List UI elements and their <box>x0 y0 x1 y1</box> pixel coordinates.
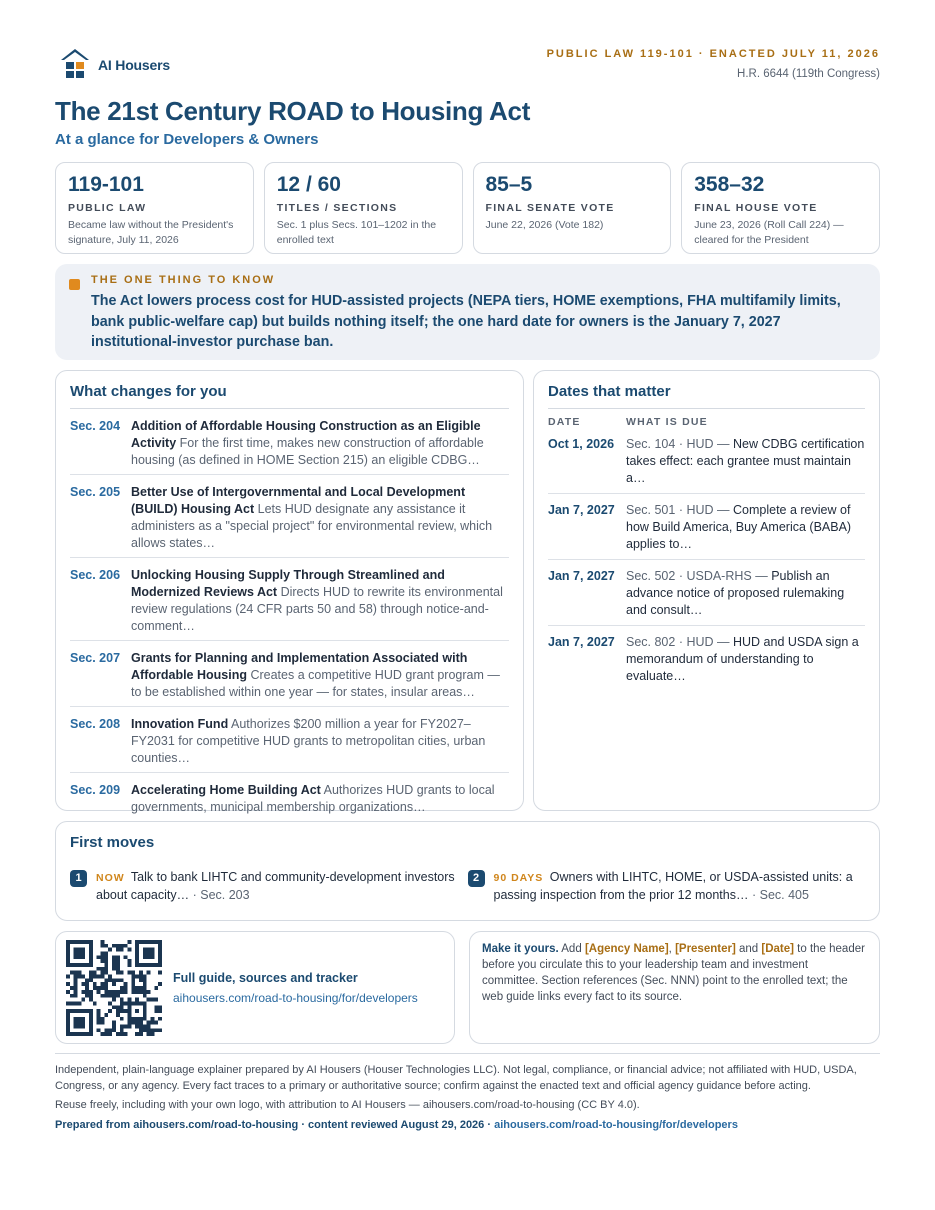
change-description: Lets HUD designate any assistance it administers as a "special project" for environmental review, which allows states… <box>131 502 493 550</box>
date-row <box>548 494 865 560</box>
stat-description: Sec. 1 plus Secs. 101–1202 in the enrolled text <box>276 219 437 246</box>
stat-label: FINAL SENATE VOTE <box>485 202 615 214</box>
change-section: Sec. 205 <box>70 485 121 499</box>
change-name: Accelerating Home Building Act <box>131 783 321 797</box>
date-row <box>548 428 865 494</box>
change-description: For the first time, makes new construction of affordable housing (as defined in HOME Section 215) an eligible CDBG… <box>131 436 484 467</box>
first-moves-panel <box>55 821 880 921</box>
yours-text: and <box>738 943 759 955</box>
law-line: PUBLIC LAW 119-101 · ENACTED JULY 11, 2026 <box>546 48 880 60</box>
change-section: Sec. 209 <box>70 783 121 797</box>
stat-number: 12 / 60 <box>276 173 341 196</box>
change-description: Creates a competitive HUD grant program — to be established within one year — for states, insular areas… <box>131 668 500 699</box>
guide-title: Full guide, sources and tracker <box>173 970 358 985</box>
changes-list <box>70 408 509 821</box>
move-timing-tag: NOW <box>96 872 125 884</box>
callout-marker-icon <box>69 279 80 290</box>
move-text: Owners with LIHTC, HOME, or USDA-assisted units: a passing inspection from the prior 12 months… <box>493 870 853 902</box>
move-section: · Sec. 203 <box>192 888 250 902</box>
change-name: Innovation Fund <box>131 717 229 731</box>
move-timing-tag: 90 DAYS <box>493 872 544 884</box>
due-column-header: WHAT IS DUE <box>626 416 708 428</box>
change-name: Better Use of Intergovernmental and Local Development (BUILD) Housing Act <box>131 485 466 516</box>
house-logo-icon <box>60 48 90 81</box>
yours-separator: , <box>668 943 672 955</box>
placeholder-presenter: [Presenter] <box>675 943 736 955</box>
stat-label: TITLES / SECTIONS <box>276 202 398 214</box>
stat-label: FINAL HOUSE VOTE <box>694 202 818 214</box>
date-description: Complete a review of how Build America, Buy America (BABA) applies to… <box>626 503 852 551</box>
yours-text: to the header before you circulate this to your leadership team and investment committee. Section references (Sec. NNN) point to the enrolled text; the web guide links every fact to its source. <box>482 943 865 1003</box>
change-name: Grants for Planning and Implementation Associated with Affordable Housing <box>131 651 468 682</box>
stat-card <box>264 162 463 254</box>
dates-title: Dates that matter <box>548 383 671 400</box>
reuse-note: Reuse freely, including with your own logo, with attribution to AI Housers — aihousers.com/road-to-housing (CC BY 4.0). <box>55 1099 640 1111</box>
stat-description: June 23, 2026 (Roll Call 224) — cleared for the President <box>694 219 844 246</box>
date-reference: Sec. 802 · HUD — <box>626 635 730 649</box>
move-number-badge: 2 <box>468 870 485 887</box>
change-name: Unlocking Housing Supply Through Streamlined and Modernized Reviews Act <box>131 568 445 599</box>
brand-logo[interactable] <box>60 48 170 81</box>
guide-link[interactable]: aihousers.com/road-to-housing/for/developers <box>173 990 418 1005</box>
date-value: Jan 7, 2027 <box>548 635 615 649</box>
date-reference: Sec. 502 · USDA-RHS — <box>626 569 768 583</box>
key-takeaway-callout <box>55 264 880 360</box>
disclaimer: Independent, plain-language explainer prepared by AI Housers (Houser Technologies LLC). Not legal, compliance, or financial advice; not affiliated with HUD, USDA, Congress, or any agency. Every fact traces to a primary or authoritative source; confirm against the enacted text and official agency guidance before acting. <box>55 1064 857 1092</box>
page-header <box>55 0 880 95</box>
date-row <box>548 560 865 626</box>
bill-number: H.R. 6644 (119th Congress) <box>737 68 880 80</box>
guide-panel <box>55 931 455 1044</box>
change-item <box>70 558 509 641</box>
dates-panel <box>533 370 880 811</box>
change-item <box>70 773 509 821</box>
callout-text: The Act lowers process cost for HUD-assisted projects (NEPA tiers, HOME exemptions, FHA multifamily limits, bank public-welfare cap) but builds nothing itself; the one hard date for owners is the January 7, 2027 institutional-investor purchase ban. <box>91 293 841 350</box>
change-section: Sec. 204 <box>70 419 121 433</box>
stat-number: 358–32 <box>694 173 765 196</box>
change-description: Authorizes HUD grants to local governments, municipal membership organizations… <box>131 783 495 814</box>
stat-card <box>681 162 880 254</box>
change-name: Addition of Affordable Housing Construction as an Eligible Activity <box>131 419 481 450</box>
brand-name: AI Housers <box>98 56 170 73</box>
stat-description: June 22, 2026 (Vote 182) <box>485 219 604 231</box>
make-it-yours-panel <box>469 931 880 1044</box>
stats-row <box>55 162 880 254</box>
moves-title: First moves <box>70 834 155 851</box>
date-description: HUD and USDA sign a memorandum of understanding to evaluate… <box>626 635 859 683</box>
change-description: Authorizes $200 million a year for FY2027–FY2031 for competitive HUD grants to metropolitan cities, urban counties… <box>131 717 486 765</box>
prepared-link[interactable]: aihousers.com/road-to-housing/for/developers <box>494 1119 738 1131</box>
date-row <box>548 626 865 691</box>
date-description: Publish an advance notice of proposed rulemaking and consult… <box>626 569 845 617</box>
placeholder-date: [Date] <box>761 943 794 955</box>
move-number-badge: 1 <box>70 870 87 887</box>
yours-lead: Make it yours. <box>482 943 559 955</box>
move-text: Talk to bank LIHTC and community-development investors about capacity… <box>96 870 455 902</box>
changes-panel <box>55 370 524 814</box>
date-reference: Sec. 104 · HUD — <box>626 437 730 451</box>
change-item <box>70 707 509 773</box>
date-value: Oct 1, 2026 <box>548 437 615 451</box>
date-reference: Sec. 501 · HUD — <box>626 503 730 517</box>
stat-card <box>473 162 672 254</box>
page-subtitle: At a glance for Developers & Owners <box>55 131 319 148</box>
date-value: Jan 7, 2027 <box>548 569 615 583</box>
change-item <box>70 641 509 707</box>
date-value: Jan 7, 2027 <box>548 503 615 517</box>
page-footer <box>55 1053 880 1136</box>
date-description: New CDBG certification takes effect: each grantee must maintain a… <box>626 437 865 485</box>
stat-description: Became law without the President's signature, July 11, 2026 <box>68 219 234 246</box>
stat-card <box>55 162 254 254</box>
stat-number: 119-101 <box>68 173 144 196</box>
change-item <box>70 409 509 475</box>
change-section: Sec. 208 <box>70 717 121 731</box>
yours-text: Add <box>561 943 582 955</box>
move-section: · Sec. 405 <box>751 888 809 902</box>
move-item <box>70 869 468 904</box>
callout-label: THE ONE THING TO KNOW <box>91 274 276 286</box>
page-title: The 21st Century ROAD to Housing Act <box>55 96 531 126</box>
change-description: Directs HUD to rewrite its environmental review regulations (24 CFR parts 50 and 58) through notice-and-comment… <box>131 585 503 633</box>
qr-code-icon[interactable] <box>66 940 162 1036</box>
placeholder-agency: [Agency Name] <box>584 943 669 955</box>
dates-header <box>548 408 865 428</box>
changes-title: What changes for you <box>70 383 227 400</box>
change-section: Sec. 207 <box>70 651 121 665</box>
stat-number: 85–5 <box>485 173 533 196</box>
date-column-header: DATE <box>548 416 581 428</box>
move-item <box>468 869 866 904</box>
prepared-note: Prepared from aihousers.com/road-to-housing · content reviewed August 29, 2026 · <box>55 1119 492 1131</box>
stat-label: PUBLIC LAW <box>68 202 147 214</box>
change-section: Sec. 206 <box>70 568 121 582</box>
change-item <box>70 475 509 558</box>
